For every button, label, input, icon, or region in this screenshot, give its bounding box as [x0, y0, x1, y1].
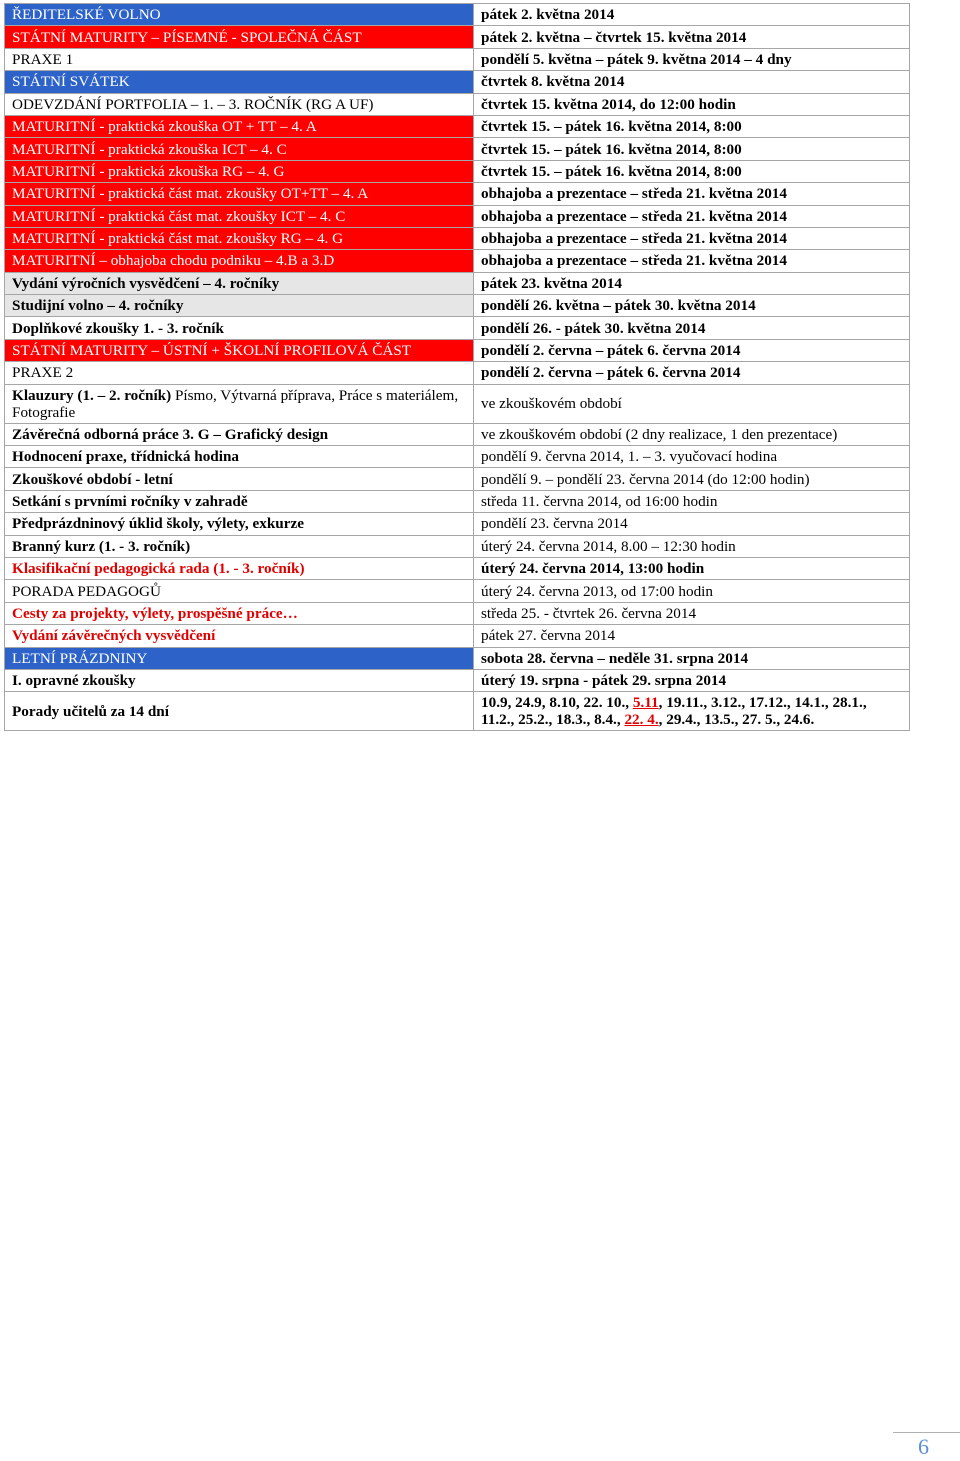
- event-label: MATURITNÍ - praktická zkouška ICT – 4. C: [5, 138, 474, 160]
- event-label: ODEVZDÁNÍ PORTFOLIA – 1. – 3. ROČNÍK (RG A UF): [5, 93, 474, 115]
- event-date: pátek 2. května – čtvrtek 15. května 2014: [474, 26, 910, 48]
- table-row: [5, 513, 910, 535]
- klauzury-label-bold: Klauzury (1. – 2. ročník): [12, 386, 172, 404]
- event-date: čtvrtek 15. – pátek 16. května 2014, 8:00: [474, 160, 910, 182]
- event-date: pondělí 5. května – pátek 9. května 2014 – 4 dny: [474, 48, 910, 70]
- meeting-date-highlight: 5.11: [632, 694, 659, 712]
- event-date: pátek 27. června 2014: [474, 625, 910, 647]
- event-date: čtvrtek 8. května 2014: [474, 71, 910, 93]
- table-row: [5, 4, 910, 26]
- event-date: středa 11. června 2014, od 16:00 hodin: [474, 490, 910, 512]
- event-date: úterý 24. června 2013, od 17:00 hodin: [474, 580, 910, 602]
- event-label: Cesty za projekty, výlety, prospěšné práce…: [5, 602, 474, 624]
- event-label: Porady učitelů za 14 dní: [5, 692, 474, 731]
- event-date: čtvrtek 15. – pátek 16. května 2014, 8:00: [474, 138, 910, 160]
- table-row: [5, 384, 910, 423]
- table-row: [5, 669, 910, 691]
- event-label: Zkouškové období - letní: [5, 468, 474, 490]
- calendar-upper-rows: [5, 4, 910, 385]
- event-label: [5, 384, 474, 423]
- event-date: ve zkouškovém období (2 dny realizace, 1 den prezentace): [474, 423, 910, 445]
- event-date: pondělí 26. - pátek 30. května 2014: [474, 317, 910, 339]
- event-date: pondělí 2. června – pátek 6. června 2014: [474, 339, 910, 361]
- table-row: [5, 625, 910, 647]
- table-row: [5, 580, 910, 602]
- table-row: [5, 205, 910, 227]
- event-label: Hodnocení praxe, třídnická hodina: [5, 446, 474, 468]
- event-date: pondělí 9. – pondělí 23. června 2014 (do 12:00 hodin): [474, 468, 910, 490]
- event-label: ŘEDITELSKÉ VOLNO: [5, 4, 474, 26]
- table-row: [5, 535, 910, 557]
- table-row: [5, 138, 910, 160]
- table-row: [5, 93, 910, 115]
- event-label: LETNÍ PRÁZDNINY: [5, 647, 474, 669]
- event-date: obhajoba a prezentace – středa 21. května 2014: [474, 183, 910, 205]
- table-row: [5, 446, 910, 468]
- table-row: [5, 160, 910, 182]
- table-row: [5, 272, 910, 294]
- meeting-dates-line2-b: , 29.4., 13.5., 27. 5., 24.6.: [658, 711, 815, 729]
- table-row: [5, 48, 910, 70]
- event-date: úterý 19. srpna - pátek 29. srpna 2014: [474, 669, 910, 691]
- event-date: obhajoba a prezentace – středa 21. května 2014: [474, 205, 910, 227]
- table-row: [5, 423, 910, 445]
- meeting-dates-line1-b: , 19.11., 3.12., 17.12., 14.1., 28.1.,: [658, 694, 867, 712]
- event-date: čtvrtek 15. května 2014, do 12:00 hodin: [474, 93, 910, 115]
- event-label: MATURITNÍ - praktická část mat. zkoušky RG – 4. G: [5, 227, 474, 249]
- table-row: [5, 362, 910, 384]
- meeting-dates-line1-a: 10.9, 24.9, 8.10, 22. 10.,: [481, 694, 633, 712]
- event-date: obhajoba a prezentace – středa 21. května 2014: [474, 227, 910, 249]
- event-date: pátek 23. května 2014: [474, 272, 910, 294]
- meeting-date-highlight: 22. 4.: [624, 711, 659, 729]
- porady-section: [5, 692, 910, 731]
- school-calendar-table: [4, 3, 910, 731]
- event-label: PRAXE 2: [5, 362, 474, 384]
- event-date: obhajoba a prezentace – středa 21. května 2014: [474, 250, 910, 272]
- table-row: [5, 227, 910, 249]
- calendar-lower-rows: [5, 423, 910, 692]
- event-date: ve zkouškovém období: [474, 384, 910, 423]
- event-label: Doplňkové zkoušky 1. - 3. ročník: [5, 317, 474, 339]
- table-row: [5, 692, 910, 731]
- event-label: MATURITNÍ - praktická část mat. zkoušky OT+TT – 4. A: [5, 183, 474, 205]
- table-row: [5, 317, 910, 339]
- event-date: pátek 2. května 2014: [474, 4, 910, 26]
- table-row: [5, 490, 910, 512]
- event-label: PRAXE 1: [5, 48, 474, 70]
- event-label: MATURITNÍ - praktická zkouška OT + TT – 4. A: [5, 115, 474, 137]
- table-row: [5, 339, 910, 361]
- meeting-dates: [474, 692, 910, 731]
- meeting-dates-line2-a: 11.2., 25.2., 18.3., 8.4.,: [481, 711, 625, 729]
- table-row: [5, 557, 910, 579]
- event-label: Setkání s prvními ročníky v zahradě: [5, 490, 474, 512]
- event-label: STÁTNÍ MATURITY – PÍSEMNÉ - SPOLEČNÁ ČÁST: [5, 26, 474, 48]
- event-date: pondělí 26. května – pátek 30. května 2014: [474, 295, 910, 317]
- event-label: Vydání výročních vysvědčení – 4. ročníky: [5, 272, 474, 294]
- table-row: [5, 26, 910, 48]
- footer-rule: [893, 1432, 960, 1433]
- table-row: [5, 295, 910, 317]
- event-label: Branný kurz (1. - 3. ročník): [5, 535, 474, 557]
- page-number: 6: [918, 1434, 929, 1459]
- table-row: [5, 647, 910, 669]
- event-label: Klasifikační pedagogická rada (1. - 3. ročník): [5, 557, 474, 579]
- table-row: [5, 250, 910, 272]
- klauzury-section: [5, 384, 910, 423]
- event-date: úterý 24. června 2014, 8.00 – 12:30 hodin: [474, 535, 910, 557]
- table-row: [5, 468, 910, 490]
- event-date: středa 25. - čtvrtek 26. června 2014: [474, 602, 910, 624]
- event-label: MATURITNÍ – obhajoba chodu podniku – 4.B a 3.D: [5, 250, 474, 272]
- event-date: čtvrtek 15. – pátek 16. května 2014, 8:00: [474, 115, 910, 137]
- event-label: STÁTNÍ SVÁTEK: [5, 71, 474, 93]
- table-row: [5, 183, 910, 205]
- event-label: Studijní volno – 4. ročníky: [5, 295, 474, 317]
- klauzury-label-rest: Písmo, Výtvarná příprava, Práce s materiálem, Fotografie: [12, 386, 459, 421]
- event-date: pondělí 9. června 2014, 1. – 3. vyučovací hodina: [474, 446, 910, 468]
- event-label: Předprázdninový úklid školy, výlety, exkurze: [5, 513, 474, 535]
- table-row: [5, 115, 910, 137]
- table-row: [5, 602, 910, 624]
- event-date: pondělí 2. června – pátek 6. června 2014: [474, 362, 910, 384]
- event-label: PORADA PEDAGOGŮ: [5, 580, 474, 602]
- event-label: I. opravné zkoušky: [5, 669, 474, 691]
- event-label: MATURITNÍ - praktická zkouška RG – 4. G: [5, 160, 474, 182]
- event-date: sobota 28. června – neděle 31. srpna 2014: [474, 647, 910, 669]
- event-date: úterý 24. června 2014, 13:00 hodin: [474, 557, 910, 579]
- event-label: Závěrečná odborná práce 3. G – Grafický design: [5, 423, 474, 445]
- event-label: STÁTNÍ MATURITY – ÚSTNÍ + ŠKOLNÍ PROFILOVÁ ČÁST: [5, 339, 474, 361]
- event-label: MATURITNÍ - praktická část mat. zkoušky ICT – 4. C: [5, 205, 474, 227]
- table-row: [5, 71, 910, 93]
- event-date: pondělí 23. června 2014: [474, 513, 910, 535]
- event-label: Vydání závěrečných vysvědčení: [5, 625, 474, 647]
